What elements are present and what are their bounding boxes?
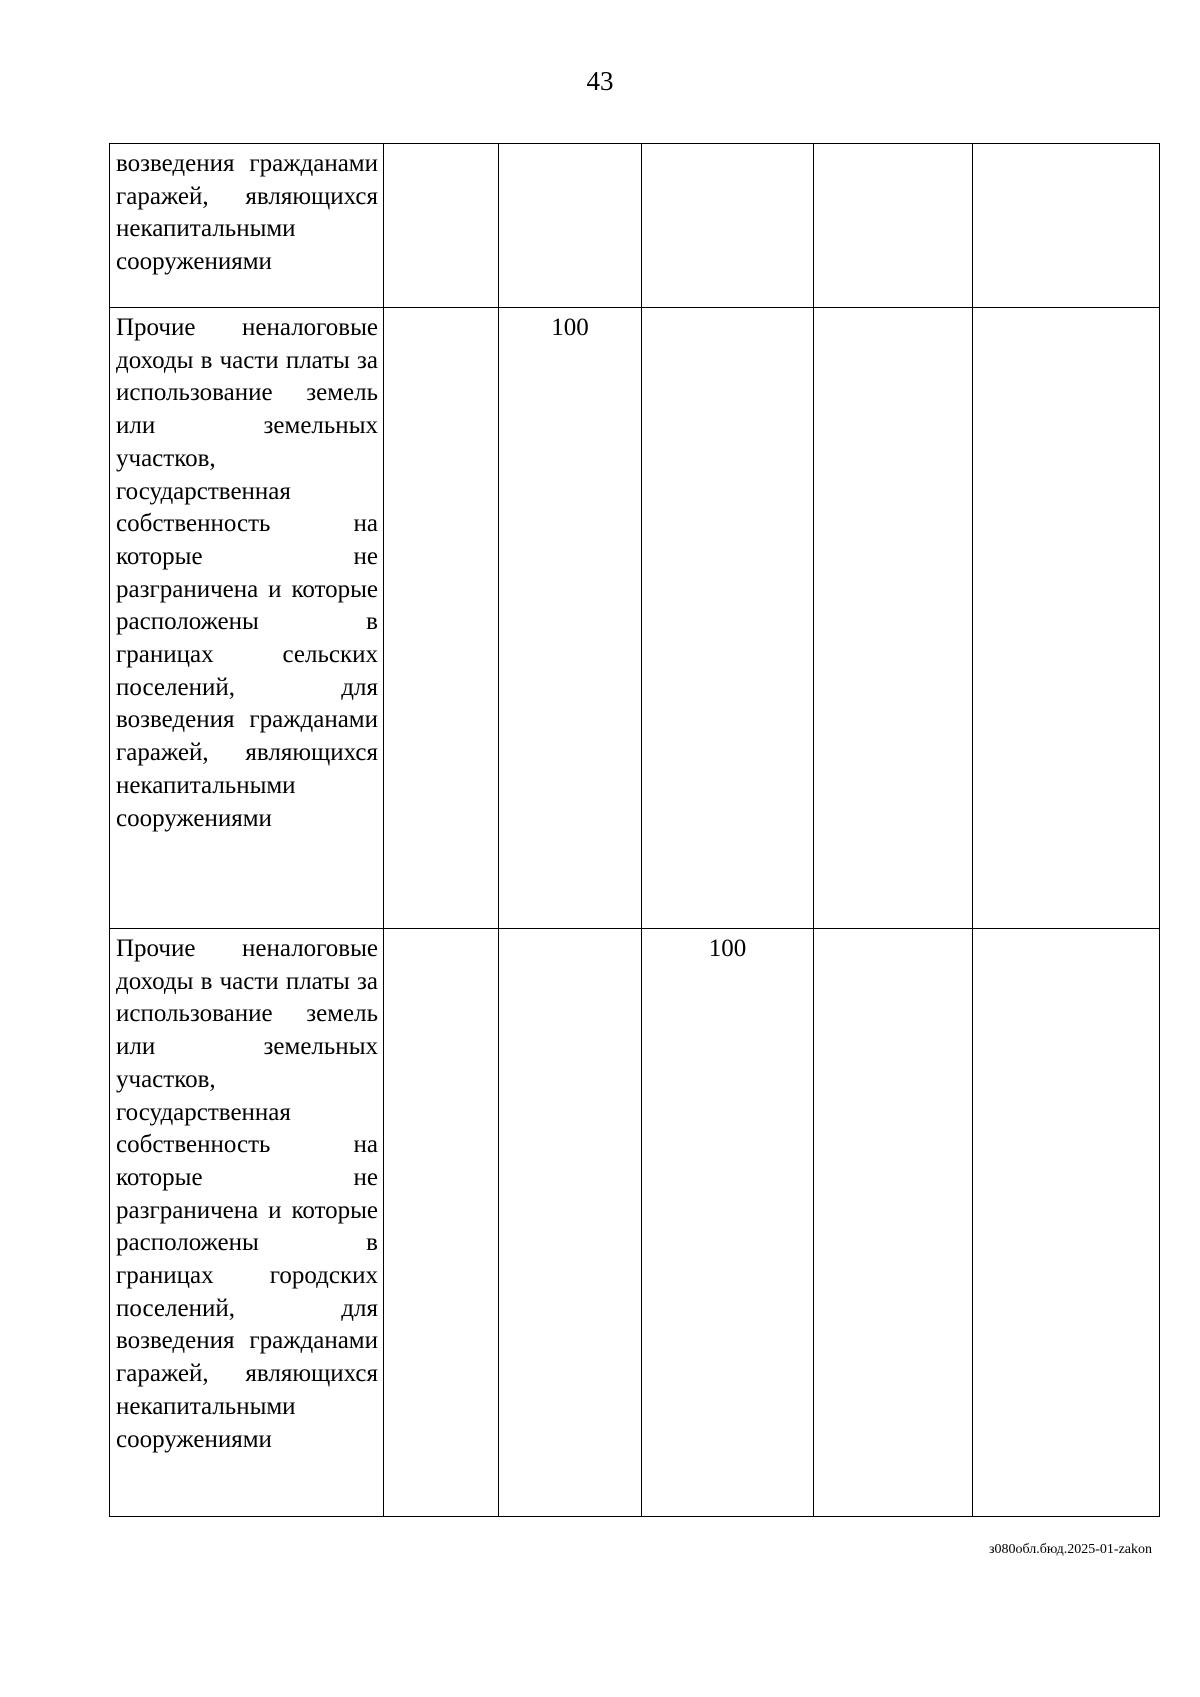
table-row — [110, 929, 1160, 1517]
row-description: Прочие неналоговые доходы в части платы за использование земель или земельных участков, государственная собственность на которые не разграничена и которые расположены в границах сельских поселений, для возведения гражданами гаражей, являющихся некапитальными сооружениями — [110, 308, 384, 929]
row-description: возведения гражданами гаражей, являющихся некапитальными сооружениями — [110, 144, 384, 308]
value-cell — [973, 308, 1160, 929]
value-cell — [384, 929, 499, 1517]
page-number: 43 — [586, 66, 614, 96]
value-cell — [642, 308, 814, 929]
budget-table — [109, 143, 1160, 1517]
document-code: з080обл.бюд.2025-01-zakon — [988, 1542, 1152, 1557]
value-cell — [973, 929, 1160, 1517]
value-cell — [499, 929, 642, 1517]
table-row — [110, 144, 1160, 308]
value-cell: 100 — [642, 929, 814, 1517]
value-cell — [384, 308, 499, 929]
table-row — [110, 308, 1160, 929]
value-cell — [814, 308, 973, 929]
row-description: Прочие неналоговые доходы в части платы за использование земель или земельных участков, государственная собственность на которые не разграничена и которые расположены в границах городских поселений, для возведения гражданами гаражей, являющихся некапитальными сооружениями — [110, 929, 384, 1517]
value-cell — [973, 144, 1160, 308]
value-cell — [384, 144, 499, 308]
value-cell — [814, 144, 973, 308]
value-cell: 100 — [499, 308, 642, 929]
value-cell — [642, 144, 814, 308]
value-cell — [814, 929, 973, 1517]
value-cell — [499, 144, 642, 308]
